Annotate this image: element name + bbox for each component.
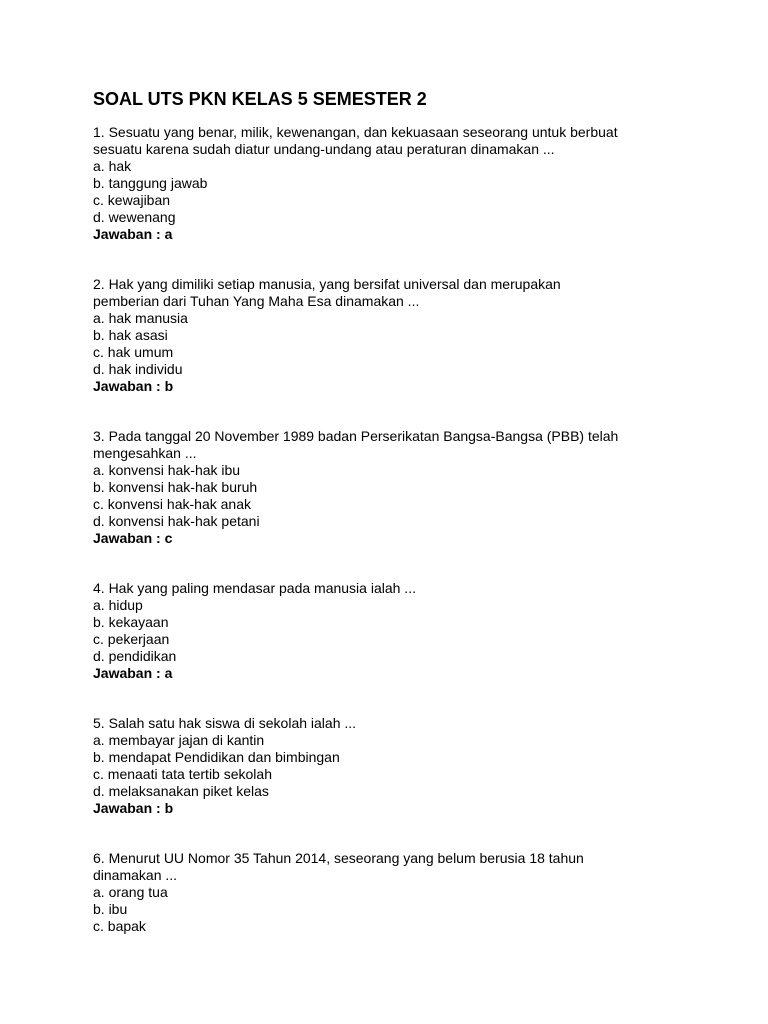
option-item: c. konvensi hak-hak anak [93, 496, 251, 512]
option-list [93, 597, 733, 665]
option-item: d. wewenang [93, 209, 176, 225]
question-text-line: mengesahkan ... [93, 445, 197, 461]
option-list [93, 310, 733, 378]
answer-key: Jawaban : a [93, 226, 173, 242]
option-list [93, 884, 733, 935]
option-item: a. hak [93, 158, 132, 174]
option-item: a. hidup [93, 597, 143, 613]
question-4 [93, 580, 733, 682]
option-item: b. mendapat Pendidikan dan bimbingan [93, 749, 340, 765]
option-item: c. kewajiban [93, 192, 171, 208]
option-item: b. kekayaan [93, 614, 169, 630]
option-item: b. hak asasi [93, 327, 168, 343]
option-item: b. tanggung jawab [93, 175, 208, 191]
option-item: c. hak umum [93, 344, 174, 360]
question-text-line: pemberian dari Tuhan Yang Maha Esa dinamakan ... [93, 293, 420, 309]
question-text-line: 3. Pada tanggal 20 November 1989 badan Perserikatan Bangsa-Bangsa (PBB) telah [93, 428, 619, 444]
question-2 [93, 276, 733, 395]
answer-key: Jawaban : b [93, 800, 174, 816]
option-item: a. konvensi hak-hak ibu [93, 462, 241, 478]
question-text-line: 2. Hak yang dimiliki setiap manusia, yang bersifat universal dan merupakan [93, 276, 561, 292]
question-5 [93, 715, 733, 817]
option-list [93, 158, 733, 226]
question-text-line: 4. Hak yang paling mendasar pada manusia ialah ... [93, 580, 416, 596]
question-1 [93, 124, 733, 243]
question-list [93, 124, 733, 935]
option-item: a. hak manusia [93, 310, 188, 326]
option-list [93, 732, 733, 800]
question-text-line: 6. Menurut UU Nomor 35 Tahun 2014, seseorang yang belum berusia 18 tahun [93, 850, 584, 866]
option-item: d. melaksanakan piket kelas [93, 783, 269, 799]
option-item: b. ibu [93, 901, 128, 917]
option-item: d. konvensi hak-hak petani [93, 513, 260, 529]
question-6 [93, 850, 733, 935]
answer-key: Jawaban : c [93, 530, 173, 546]
option-item: c. pekerjaan [93, 631, 170, 647]
answer-key: Jawaban : a [93, 665, 173, 681]
option-item: a. membayar jajan di kantin [93, 732, 265, 748]
question-text-line: 5. Salah satu hak siswa di sekolah ialah ... [93, 715, 357, 731]
question-text-line: 1. Sesuatu yang benar, milik, kewenangan, dan kekuasaan seseorang untuk berbuat [93, 124, 618, 140]
question-text-line: sesuatu karena sudah diatur undang-undang atau peraturan dinamakan ... [93, 141, 555, 157]
option-item: c. menaati tata tertib sekolah [93, 766, 272, 782]
answer-key: Jawaban : b [93, 378, 174, 394]
question-3 [93, 428, 733, 547]
question-text-line: dinamakan ... [93, 867, 178, 883]
option-item: c. bapak [93, 918, 146, 934]
option-item: a. orang tua [93, 884, 168, 900]
option-item: d. pendidikan [93, 648, 177, 664]
document-title: SOAL UTS PKN KELAS 5 SEMESTER 2 [93, 89, 427, 109]
option-item: b. konvensi hak-hak buruh [93, 479, 258, 495]
document-page [93, 88, 733, 968]
option-list [93, 462, 733, 530]
option-item: d. hak individu [93, 361, 183, 377]
